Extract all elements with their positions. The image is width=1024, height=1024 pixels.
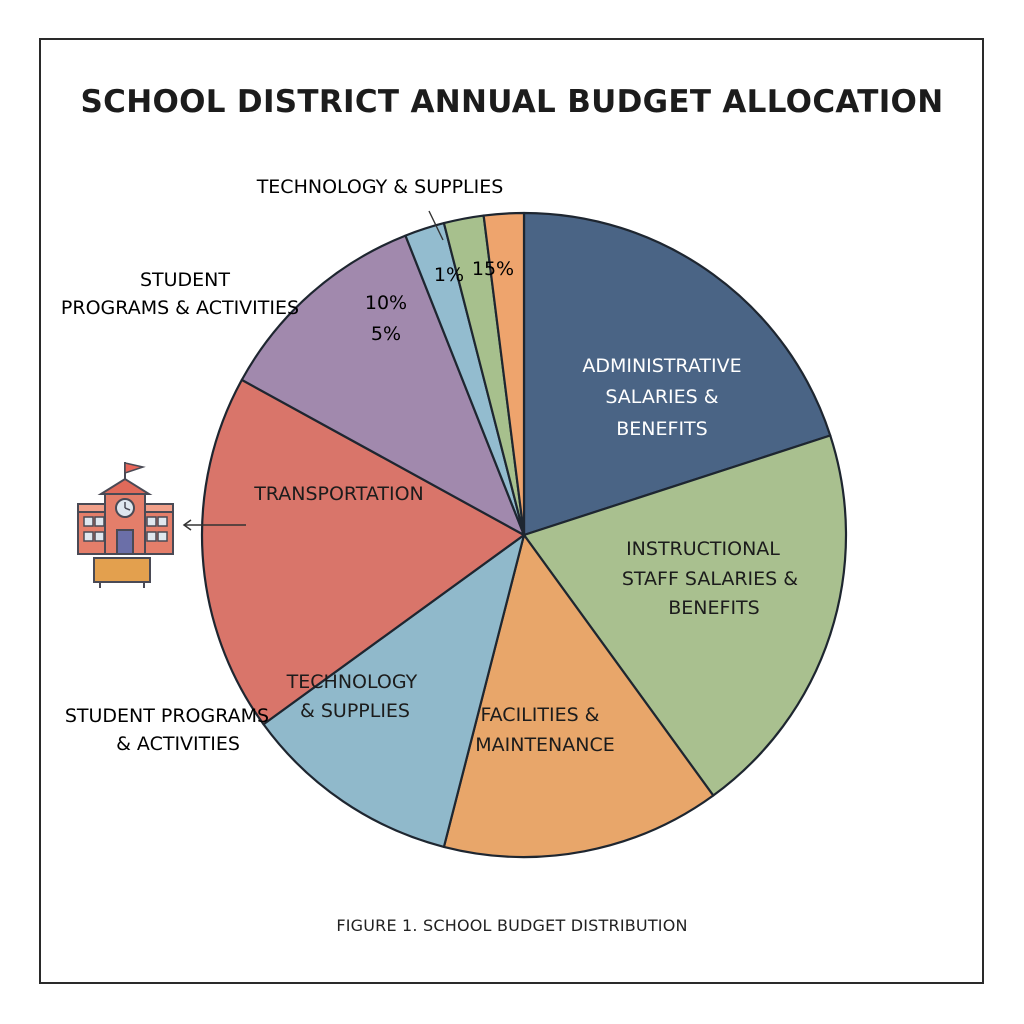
slice-label-instructional: INSTRUCTIONAL STAFF SALARIES & BENEFITS [621, 538, 799, 619]
school-building-icon [78, 462, 173, 588]
percent-label-15: 15% [471, 258, 515, 280]
percent-label-5: 5% [370, 323, 402, 345]
slice-label-transportation: TRANSPORTATION [254, 483, 424, 505]
percent-label-10: 10% [364, 292, 408, 314]
outside-label-student-programs-bottom: STUDENT PROGRAMS & ACTIVITIES [64, 705, 270, 755]
percent-label-1: 1% [433, 264, 465, 286]
slice-label-administrative: ADMINISTRATIVE SALARIES & BENEFITS [582, 355, 742, 440]
slice-label-facilities: FACILITIES & MAINTENANCE [475, 704, 615, 756]
slice-label-technology: TECHNOLOGY & SUPPLIES [286, 671, 418, 722]
figure-caption: FIGURE 1. SCHOOL BUDGET DISTRIBUTION [336, 916, 688, 935]
chart-title: SCHOOL DISTRICT ANNUAL BUDGET ALLOCATION [80, 84, 944, 120]
outside-label-technology: TECHNOLOGY & SUPPLIES [256, 176, 504, 198]
outside-label-student-programs-top: STUDENT PROGRAMS & ACTIVITIES [60, 269, 300, 319]
